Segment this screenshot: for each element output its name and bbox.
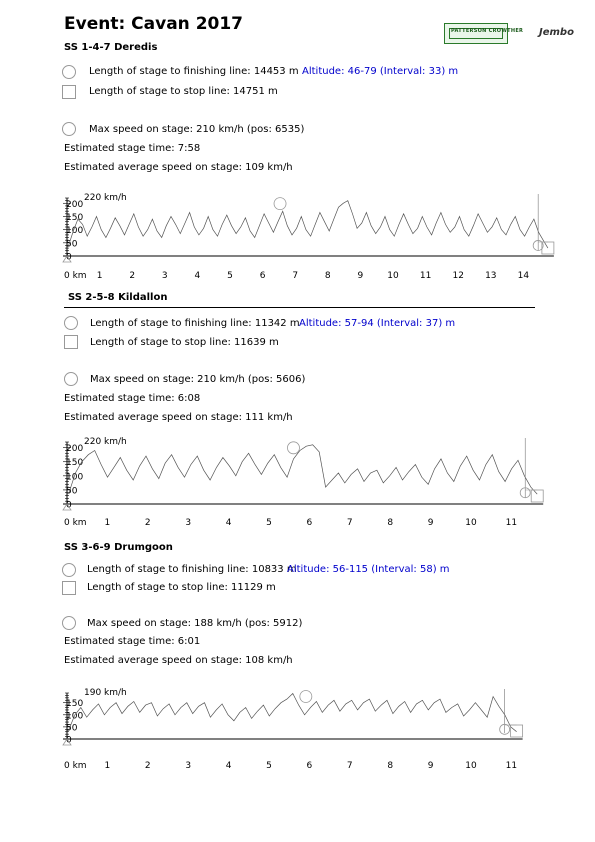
x-tick-label: 1 bbox=[104, 761, 111, 771]
y-tick-label: 100 bbox=[66, 226, 84, 237]
x-tick-label: 3 bbox=[185, 761, 192, 771]
stop-line-length: Length of stage to stop line: 11129 m bbox=[87, 582, 276, 593]
altitude-info: Altitude: 56-115 (Interval: 58) m bbox=[287, 564, 450, 575]
stop-line-length: Length of stage to stop line: 11639 m bbox=[90, 337, 279, 348]
max-speed-info: Max speed on stage: 188 km/h (pos: 5912) bbox=[87, 618, 303, 629]
x-tick-label: 13 bbox=[485, 271, 497, 281]
logo-text: PATTERSON CROWTHER bbox=[451, 28, 524, 34]
x-tick-label: 9 bbox=[427, 761, 434, 771]
stop-square-icon bbox=[64, 335, 78, 349]
x-tick-label: 6 bbox=[259, 271, 266, 281]
y-tick-label: 150 bbox=[66, 212, 84, 223]
y-tick-label: 0 bbox=[66, 252, 72, 263]
x-tick-label: 2 bbox=[144, 518, 151, 528]
y-tick-label: 50 bbox=[66, 486, 78, 497]
stop-square-marker bbox=[511, 725, 523, 737]
x-tick-label: 7 bbox=[346, 761, 353, 771]
finish-circle-icon bbox=[64, 316, 78, 330]
speed-scale-label: 190 km/h bbox=[84, 688, 127, 698]
x-tick-label: 2 bbox=[129, 271, 136, 281]
patterson-crowther-logo bbox=[444, 23, 524, 44]
x-tick-label: 10 bbox=[465, 518, 477, 528]
x-tick-label: 14 bbox=[517, 271, 530, 281]
x-tick-label: 11 bbox=[505, 761, 518, 771]
x-tick-label: 1 bbox=[96, 271, 103, 281]
x-start-label: 0 km bbox=[64, 518, 87, 528]
stop-square-icon bbox=[62, 85, 76, 99]
x-start-label: 0 km bbox=[64, 271, 87, 281]
y-tick-label: 0 bbox=[66, 735, 72, 746]
speed-chart bbox=[0, 430, 595, 535]
max-speed-marker bbox=[300, 690, 312, 702]
altitude-info: Altitude: 46-79 (Interval: 33) m bbox=[302, 66, 459, 77]
altitude-info: Altitude: 57-94 (Interval: 37) m bbox=[299, 318, 456, 329]
x-tick-label: 7 bbox=[292, 271, 299, 281]
finish-line-length: Length of stage to finishing line: 11342 m bbox=[90, 318, 300, 329]
section-divider bbox=[64, 307, 535, 308]
event-title: Event: Cavan 2017 bbox=[64, 14, 244, 34]
x-tick-label: 8 bbox=[387, 761, 394, 771]
speed-chart bbox=[0, 678, 595, 783]
speed-scale-label: 220 km/h bbox=[84, 437, 127, 447]
x-tick-label: 8 bbox=[387, 518, 394, 528]
speed-profile-line bbox=[69, 201, 548, 249]
x-tick-label: 6 bbox=[306, 761, 313, 771]
stop-square-marker bbox=[531, 490, 543, 502]
finish-line-length: Length of stage to finishing line: 10833 m bbox=[87, 564, 297, 575]
stage-time: Estimated stage time: 7:58 bbox=[64, 143, 201, 154]
finish-line-length: Length of stage to finishing line: 14453 m bbox=[89, 66, 299, 77]
x-tick-label: 11 bbox=[505, 518, 518, 528]
max-speed-marker bbox=[274, 198, 286, 210]
x-tick-label: 5 bbox=[266, 761, 272, 771]
stage-title: SS 3-6-9 Drumgoon bbox=[64, 542, 173, 553]
stop-line-length: Length of stage to stop line: 14751 m bbox=[89, 86, 278, 97]
x-tick-label: 6 bbox=[306, 518, 313, 528]
x-tick-label: 10 bbox=[387, 271, 399, 281]
x-tick-label: 8 bbox=[324, 271, 331, 281]
x-tick-label: 3 bbox=[161, 271, 168, 281]
x-tick-label: 12 bbox=[452, 271, 464, 281]
x-tick-label: 3 bbox=[185, 518, 192, 528]
y-tick-label: 50 bbox=[66, 239, 78, 250]
y-tick-label: 200 bbox=[66, 444, 84, 455]
speed-profile-line bbox=[69, 445, 537, 494]
finish-circle-icon bbox=[62, 563, 76, 577]
x-tick-label: 7 bbox=[346, 518, 353, 528]
x-tick-label: 5 bbox=[227, 271, 233, 281]
y-tick-label: 50 bbox=[66, 723, 78, 734]
max-speed-info: Max speed on stage: 210 km/h (pos: 6535) bbox=[89, 124, 305, 135]
max-speed-circle-icon bbox=[64, 372, 78, 386]
x-tick-label: 1 bbox=[104, 518, 111, 528]
x-tick-label: 4 bbox=[194, 271, 201, 281]
avg-speed: Estimated average speed on stage: 109 km/h bbox=[64, 162, 293, 173]
x-tick-label: 2 bbox=[144, 761, 151, 771]
finish-circle-icon bbox=[62, 65, 76, 79]
max-speed-circle-icon bbox=[62, 616, 76, 630]
y-tick-label: 200 bbox=[66, 199, 84, 210]
x-tick-label: 4 bbox=[225, 518, 232, 528]
speed-chart bbox=[0, 180, 595, 285]
x-tick-label: 4 bbox=[225, 761, 232, 771]
y-tick-label: 0 bbox=[66, 500, 72, 511]
avg-speed: Estimated average speed on stage: 108 km/h bbox=[64, 655, 293, 666]
y-tick-label: 150 bbox=[66, 699, 84, 710]
x-tick-label: 9 bbox=[427, 518, 434, 528]
x-tick-label: 11 bbox=[419, 271, 432, 281]
max-speed-circle-icon bbox=[62, 122, 76, 136]
brand-mark: Jembo bbox=[539, 27, 574, 38]
y-tick-label: 100 bbox=[66, 711, 84, 722]
x-tick-label: 9 bbox=[357, 271, 364, 281]
x-tick-label: 5 bbox=[266, 518, 272, 528]
y-tick-label: 150 bbox=[66, 458, 84, 469]
y-tick-label: 100 bbox=[66, 472, 84, 483]
max-speed-info: Max speed on stage: 210 km/h (pos: 5606) bbox=[90, 374, 306, 385]
stage-time: Estimated stage time: 6:01 bbox=[64, 636, 201, 647]
speed-scale-label: 220 km/h bbox=[84, 193, 127, 203]
x-start-label: 0 km bbox=[64, 761, 87, 771]
stop-square-icon bbox=[62, 581, 76, 595]
speed-profile-line bbox=[69, 694, 517, 732]
stage-time: Estimated stage time: 6:08 bbox=[64, 393, 201, 404]
x-tick-label: 10 bbox=[465, 761, 477, 771]
avg-speed: Estimated average speed on stage: 111 km/h bbox=[64, 412, 293, 423]
max-speed-marker bbox=[287, 442, 299, 454]
stage-title: SS 2-5-8 Kildallon bbox=[68, 292, 168, 303]
stage-title: SS 1-4-7 Deredis bbox=[64, 42, 158, 53]
